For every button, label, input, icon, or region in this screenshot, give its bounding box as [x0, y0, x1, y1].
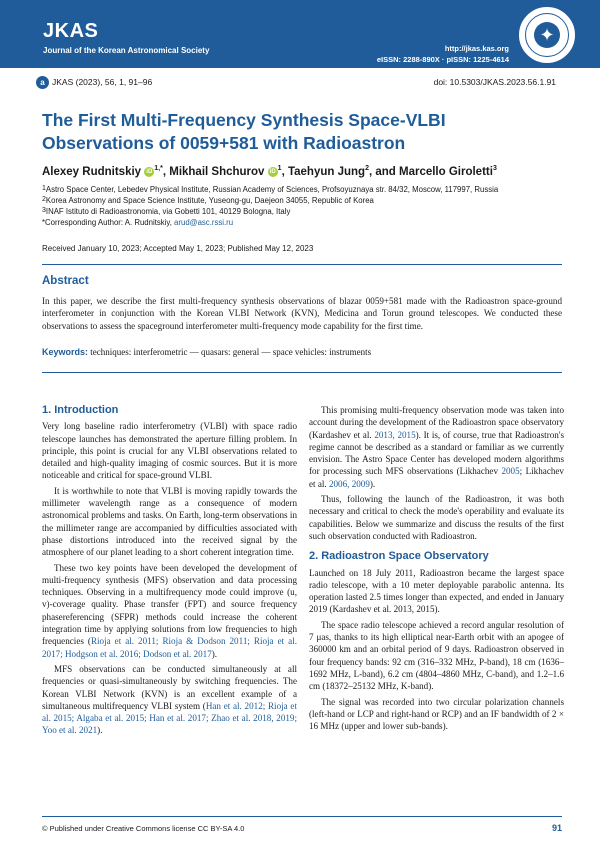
page-footer — [42, 824, 562, 833]
paragraph: The signal was recorded into two circular polarization channels (left-hand or LCP and right-hand or RCP) and an IF bandwidth of 2 × 16 MHz (upper and lower sub-bands). — [309, 696, 564, 732]
author-name: and Marcello Giroletti — [375, 166, 493, 178]
divider — [42, 264, 562, 265]
paragraph: These two key points have been developed the development of multi-frequency synthesis (MFS) observation and data processing techniques. Observing in a multifrequency mode could improve (u, v)-coverage quality. Phase transfer (FPT) and source frequency phasereferencing (SFPR) methods could increase the coherent integration time by applying solutions from low frequencies to high frequencies (Rioja et al. 2011; Rioja & Dodson 2011; Rioja et al. 2017; Hodgson et al. 2016; Dodson et al. 2017). — [42, 562, 297, 659]
paragraph: Very long baseline radio interferometry (VLBI) with space radio telescope launches has demonstrated the aperture filling problem. In principle, this point is crucial for any VLBI observations related to detailed and high-quality imaging of cosmic sources. But it is more noticeable and critical for space-ground VLBI. — [42, 421, 297, 481]
paragraph: The space radio telescope achieved a record angular resolution of 7 μas, thanks to its high elliptical near-Earth orbit with an apogee of 360000 km and an orbital period of 9 days. Radioastron observed in four frequency bands: 92 cm (316–332 MHz, P-band), 18 cm (1636–1692 MHz, L-band), 6.2 cm (4804–4860 MHz, C-band), and 1.2–1.6 cm (18372–25132 MHz, K-band). — [309, 619, 564, 692]
citation-link[interactable]: Rioja et al. 2011; Rioja & Dodson 2011; Rioja et al. 2017; Hodgson et al. 2016; Dodson et al. 2017 — [42, 636, 297, 659]
paper-title: The First Multi-Frequency Synthesis Space-VLBI Observations of 0059+581 with Radioastron — [42, 110, 446, 153]
journal-banner — [0, 0, 600, 68]
citation-ref: JKAS (2023), 56, 1, 91–96 — [52, 76, 153, 87]
corresponding-author: *Corresponding Author: A. Rudnitskiy, arud@asc.rssi.ru — [42, 218, 234, 227]
kas-logo-icon: ✦ — [517, 5, 577, 65]
paragraph: This promising multi-frequency observation mode was taken into account during the development of the Radioastron space observatory (Kardashev et al. 2013, 2015). It is, of course, true that Radioastron's regime cannot be described as a standard or familiar as we currently envision. The Astro Space Center has developed modern algorithms for processing such MFS observations (Likhachev 2005; Likhachev et al. 2006, 2009). — [309, 405, 565, 489]
paragraph: Launched on 18 July 2011, Radioastron became the largest space radio telescope, with a 10 meter deployable parabolic antenna. Its operation lasted 2.5 times longer than expected, and ended in January 2019 (Kardashev et al. 2013, 2015). — [309, 567, 564, 615]
paragraph: MFS observations can be conducted simultaneously at all frequencies or quasi-simultaneously by switching frequencies. The Korean VLBI Network (KVN) is an excellent example of a simultaneous multifrequency VLBI system (Han et al. 2012; Rioja et al. 2015; Algaba et al. 2015; Han et al. 2017; Zhao et al. 2018, 2019; Yoo et al. 2021). — [42, 663, 297, 736]
orcid-icon[interactable]: iD — [146, 168, 153, 175]
affiliation-item: $^2$Korea Astronomy and Space Science Institute, Yuseong-gu, Daejeon 34055, Republic of Korea — [42, 196, 374, 205]
left-column — [42, 404, 297, 740]
section-heading: 2. Radioastron Space Observatory — [309, 550, 489, 563]
paragraph: It is worthwhile to note that VLBI is moving rapidly towards the millimeter wavelength range as a consequence of modern astronomical problems and tasks. On Earth, long-term observations in the millimeter range are accompanied by difficulties associated with phase distortions introduced into the received signal by the atmosphere of our planet leading to a short coherent integration time. — [42, 485, 297, 558]
keywords — [42, 347, 562, 357]
paragraph: Thus, following the launch of the Radioastron, it was both necessary and critical to check the mode's operability and evaluate its capabilities. Below we summarize and discuss the results of the first such observation conducted with Radioastron. — [309, 494, 564, 541]
keywords-label: Keywords: — [42, 347, 89, 357]
author-email-link[interactable]: arud@asc.rssi.ru — [174, 218, 234, 227]
citation-link[interactable]: 2005 — [501, 466, 520, 477]
citation-link[interactable]: 2006, 2009 — [328, 478, 370, 489]
divider — [42, 816, 562, 817]
author-name: Alexey Rudnitskiy — [42, 166, 142, 178]
divider — [42, 372, 562, 373]
citation-link[interactable]: 2013, 2015 — [374, 429, 416, 440]
author-name: Mikhail Shchurov — [169, 166, 265, 178]
author-list: Alexey Rudnitskiy iD $^{1,*}$, Mikhail Shchurov iD $^1$, Taehyun Jung$^2$, and Marcello Giroletti$^3$ — [42, 165, 497, 178]
license-text: © Published under Creative Commons license CC BY-SA 4.0 — [42, 824, 245, 833]
publication-dates: Received January 10, 2023; Accepted May 1, 2023; Published May 12, 2023 — [42, 244, 314, 253]
abstract-text: In this paper, we describe the first multi-frequency synthesis observations of blazar 0059+581 made with the Radioastron space-ground interferometer in conjunction with the Korean VLBI Network (KVN), Medicina and Torun ground telescopes. We conducted these observations to assess the spaceground interferometer multi-frequency mode capability for the first time. — [42, 296, 562, 331]
journal-subtitle: Journal of the Korean Astronomical Society — [43, 46, 210, 55]
doi-link[interactable]: doi: 10.5303/JKAS.2023.56.1.91 — [433, 77, 556, 87]
abstract-heading: Abstract — [42, 275, 89, 287]
journal-url[interactable]: http://jkas.kas.org — [444, 44, 509, 53]
journal-name: JKAS — [43, 20, 99, 42]
affiliation-item: $^1$Astro Space Center, Lebedev Physical Institute, Russian Academy of Sciences, Profsoyuznaya str. 84/32, Moscow, 117997, Russia — [42, 185, 499, 194]
section-heading: 1. Introduction — [42, 404, 119, 416]
right-column — [309, 404, 564, 735]
author-name: Taehyun Jung — [287, 166, 366, 178]
citation-bar — [36, 76, 556, 90]
citation-link[interactable]: Han et al. 2012; Rioja et al. 2015; Algaba et al. 2015; Han et al. 2017; Zhao et al. 2018, 2019; Yoo et al. 2021 — [42, 700, 297, 736]
page-number: 91 — [551, 823, 562, 833]
journal-issn: eISSN: 2288-890X · pISSN: 1225-4614 — [376, 55, 509, 64]
affiliations — [42, 184, 572, 228]
keywords-text: techniques: interferometric — quasars: general — space vehicles: instruments — [90, 347, 372, 357]
orcid-icon[interactable]: iD — [269, 168, 276, 175]
open-access-icon: a — [36, 76, 49, 89]
affiliation-item: $^3$INAF Istituto di Radioastronomia, via Gobetti 101, 40129 Bologna, Italy — [42, 207, 291, 216]
